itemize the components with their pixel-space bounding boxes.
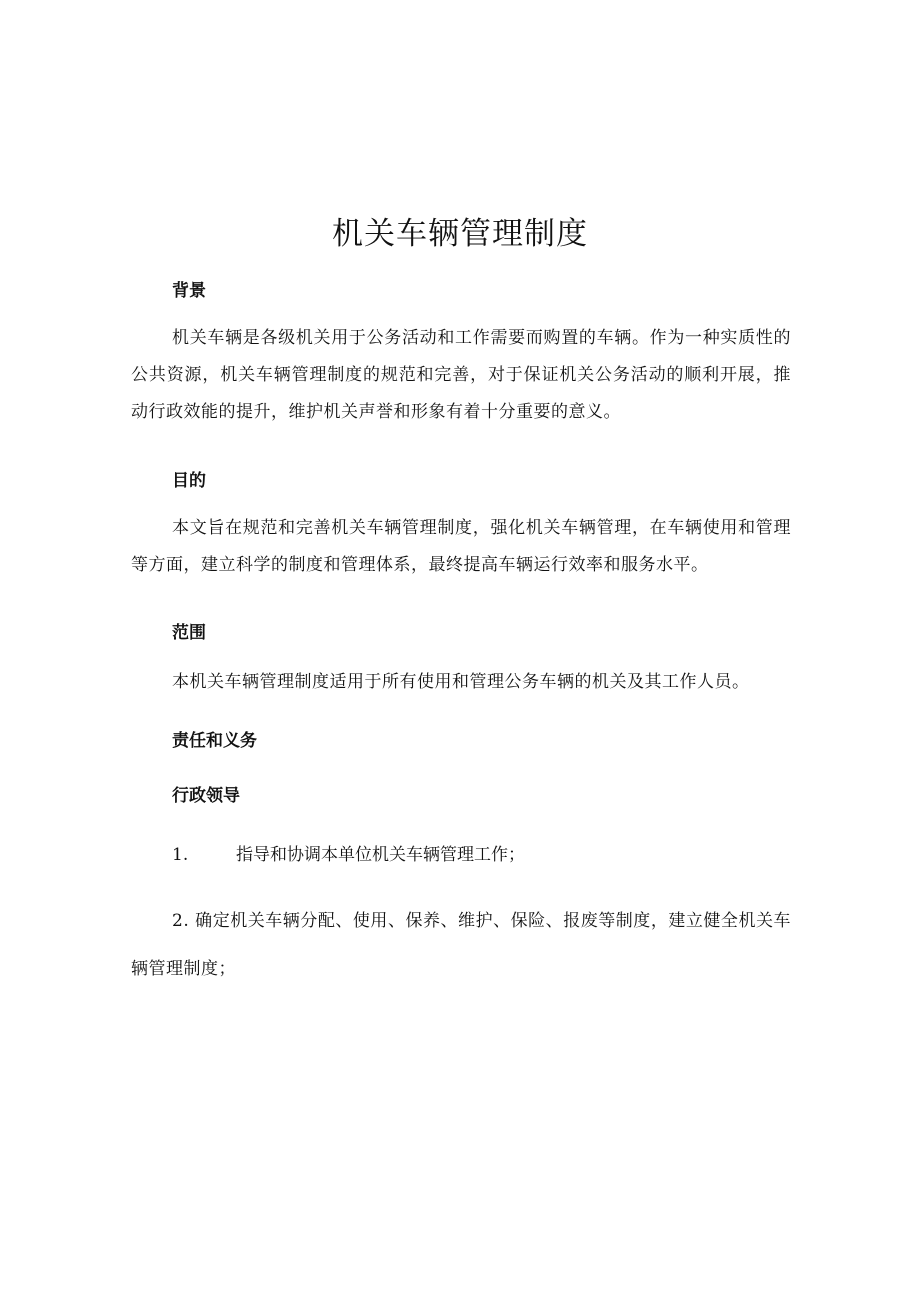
list-item <box>172 840 525 865</box>
list-item-number: 2. <box>172 911 190 931</box>
purpose-paragraph: 本文旨在规范和完善机关车辆管理制度，强化机关车辆管理，在车辆使用和管理等方面，建立科学的制度和管理体系，最终提高车辆运行效率和服务水平。 <box>131 518 791 575</box>
section-heading-responsibilities: 责任和义务 <box>172 731 257 751</box>
document-title: 机关车辆管理制度 <box>332 216 588 252</box>
list-item-text: 确定机关车辆分配、使用、保养、维护、保险、报废等制度，建立健全机关车辆管理制度； <box>131 911 792 979</box>
background-paragraph: 机关车辆是各级机关用于公务活动和工作需要而购置的车辆。作为一种实质性的公共资源，机关车辆管理制度的规范和完善，对于保证机关公务活动的顺利开展，推动行政效能的提升，维护机关声誉和形象有着十分重要的意义。 <box>131 328 791 422</box>
section-heading-purpose: 目的 <box>172 471 206 491</box>
list-item-text: 指导和协调本单位机关车辆管理工作； <box>236 845 525 865</box>
section-heading-background: 背景 <box>172 281 206 301</box>
list-item <box>131 897 791 993</box>
subheading-administrative-leaders: 行政领导 <box>172 786 240 806</box>
scope-paragraph: 本机关车辆管理制度适用于所有使用和管理公务车辆的机关及其工作人员。 <box>172 672 750 692</box>
section-heading-scope: 范围 <box>172 623 206 643</box>
list-item-number: 1. <box>172 845 189 865</box>
